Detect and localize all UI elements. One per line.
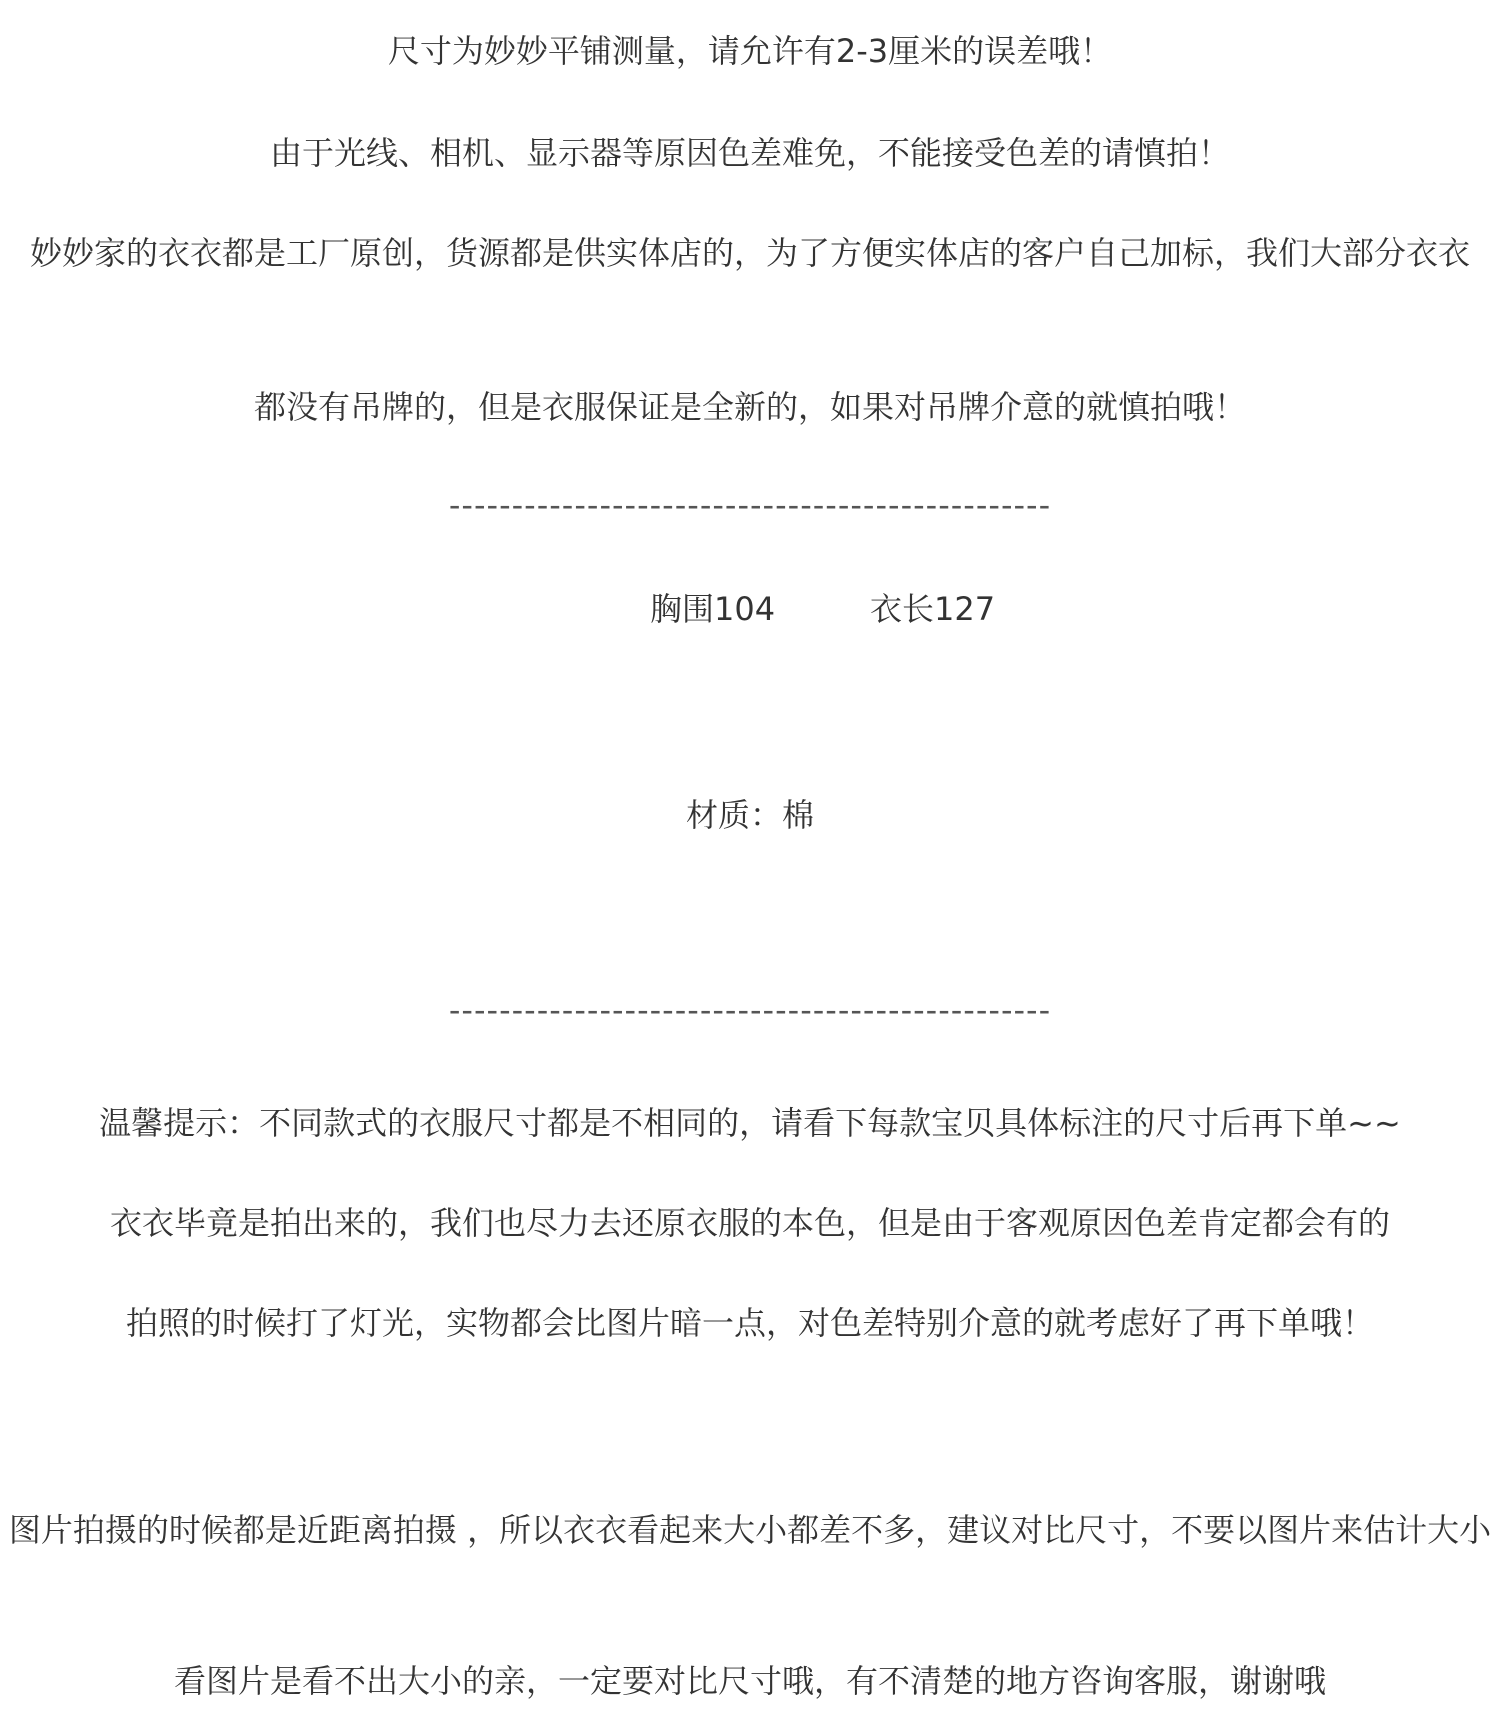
divider-bottom: ------------------------------------------------ xyxy=(448,991,1052,1029)
tip-lighting: 拍照的时候打了灯光，实物都会比图片暗一点，对色差特别介意的就考虑好了再下单哦！ xyxy=(125,1304,1374,1342)
material-info: 材质：棉 xyxy=(685,796,814,834)
tip-color: 衣衣毕竟是拍出来的，我们也尽力去还原衣服的本色，但是由于客观原因色差肯定都会有的 xyxy=(109,1204,1390,1242)
measure-notice: 尺寸为妙妙平铺测量，请允许有2-3厘米的误差哦！ xyxy=(387,32,1113,70)
size-info xyxy=(0,584,1500,634)
origin-notice: 妙妙家的衣衣都是工厂原创，货源都是供实体店的，为了方便实体店的客户自己加标，我们大部分衣衣 xyxy=(29,234,1470,272)
tags-notice: 都没有吊牌的，但是衣服保证是全新的，如果对吊牌介意的就慎拍哦！ xyxy=(253,388,1246,426)
tip-sizes: 温馨提示：不同款式的衣服尺寸都是不相同的，请看下每款宝贝具体标注的尺寸后再下单~~ xyxy=(99,1104,1401,1142)
length-size: 衣长127 xyxy=(870,590,996,628)
color-notice: 由于光线、相机、显示器等原因色差难免，不能接受色差的请慎拍！ xyxy=(269,134,1230,172)
tip-contact: 看图片是看不出大小的亲，一定要对比尺寸哦，有不清楚的地方咨询客服，谢谢哦 xyxy=(173,1662,1326,1700)
bust-size: 胸围104 xyxy=(650,590,776,628)
tip-photo-scale: 图片拍摄的时候都是近距离拍摄 ，所以衣衣看起来大小都差不多，建议对比尺寸，不要以图片来估计大小 xyxy=(8,1511,1492,1549)
divider-top: ------------------------------------------------ xyxy=(448,486,1052,524)
